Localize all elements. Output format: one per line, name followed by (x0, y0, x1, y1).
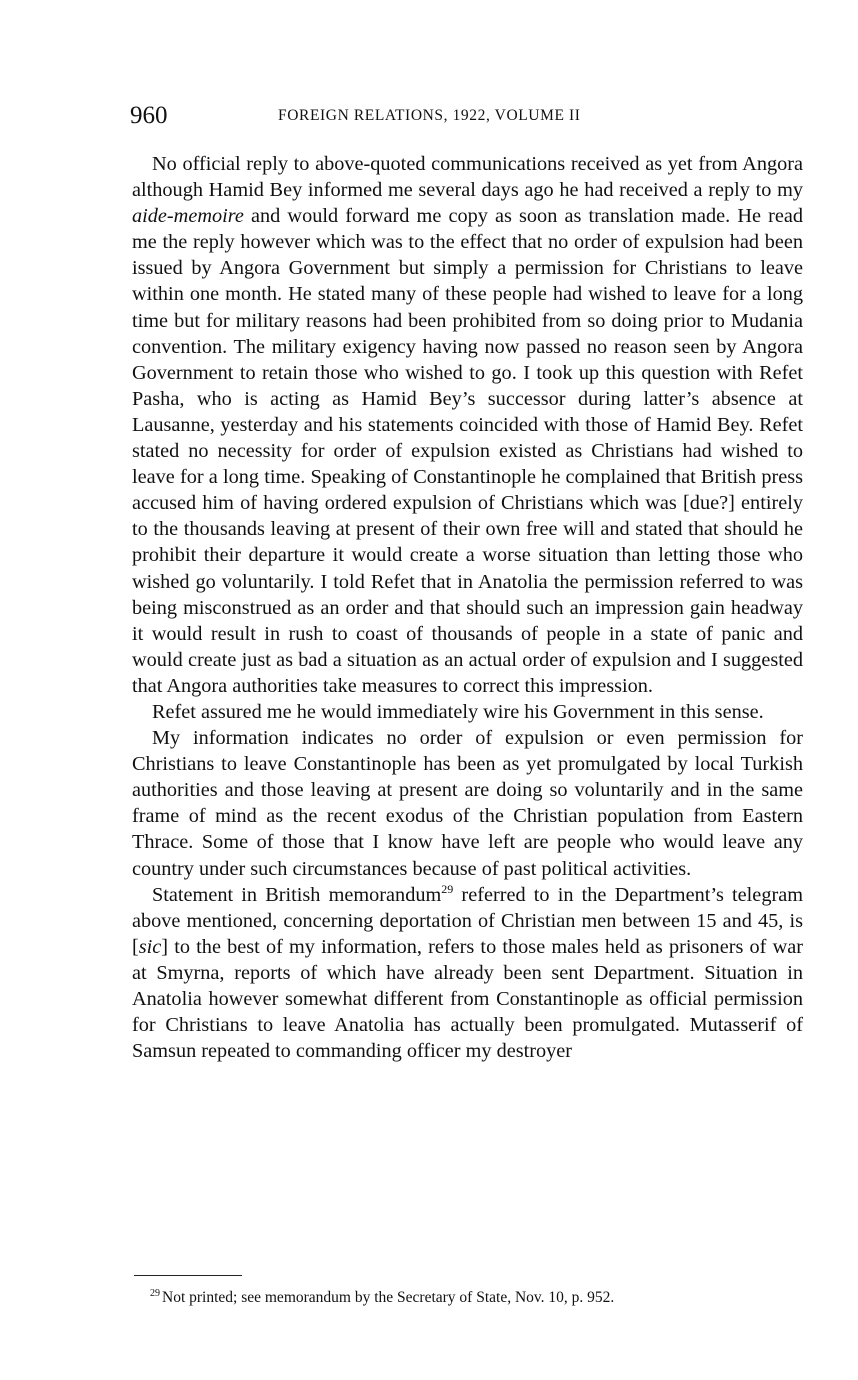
paragraph-text: referred to in the Department’s telegram above mentioned, concerning deportation of Christian men between 15 and 45, is [ (132, 883, 803, 958)
paragraph: Refet assured me he would immediately wire his Government in this sense. (152, 700, 764, 723)
paragraph-text: Statement in British memorandum (152, 883, 442, 906)
footnote (150, 1289, 800, 1307)
paragraph-text: No official reply to above-quoted communications received as yet from Angora although Hamid Bey informed me several days ago he had received a reply to my (132, 153, 803, 202)
paragraph (132, 882, 803, 1065)
paragraph-text: ] to the best of my information, refers to those males held as prisoners of war at Smyrna, reports of which have already been sent Department. Situation in Anatolia however somewhat different from Constantinople as official permission for Christians to leave Anatolia has actually been promulgated. Mutasserif of Samsun repeated to commanding officer my destroyer (132, 935, 803, 1063)
paragraph-text: and would forward me copy as soon as translation made. He read me the reply however which was to the effect that no order of expulsion had been issued by Angora Government but simply a permission for Christians to leave within one month. He stated many of these people had wished to leave for a long time but for military reasons had been prohibited from so doing prior to Mudania convention. The military exigency having now passed no reason seen by Angora Government to retain those who wished to go. I took up this question with Refet Pasha, who is acting as Hamid Bey’s successor during latter’s absence at Lausanne, yesterday and his statements coincided with those of Hamid Bey. Refet stated no necessity for order of expulsion existed as Christians had wished to leave for a long time. Speaking of Constantinople he complained that British press accused him of having ordered expulsion of Christians which was [due?] entirely to the thousands leaving at present of their own free will and stated that should he prohibit their departure it would create a worse situation than letting those who wished go voluntarily. I told Refet that in Anatolia the permission referred to was being misconstrued as an order and that should such an impression gain headway it would result in rush to coast of thousands of people in a state of panic and would create just as bad a situation as an actual order of expulsion and I suggested that Angora authorities take measures to correct this impression. (132, 205, 803, 697)
footnote-reference: 29 (441, 881, 454, 896)
italic-term: sic (138, 935, 162, 958)
page-number: 960 (130, 102, 168, 129)
running-title: FOREIGN RELATIONS, 1922, VOLUME II (278, 107, 581, 124)
paragraph (132, 151, 803, 699)
footnote-mark: 29 (150, 1287, 160, 1299)
footnote-divider (134, 1275, 242, 1276)
paragraph: My information indicates no order of expulsion or even permission for Christians to leave Constantinople has been as yet promulgated by local Turkish authorities and those leaving at present are doing so voluntarily and in the same frame of mind as the recent exodus of the Christian population from Eastern Thrace. Some of those that I know have left are people who would leave any country under such circumstances because of past political activities. (132, 727, 803, 880)
italic-term: aide-memoire (132, 205, 244, 228)
body-text (132, 151, 803, 1064)
footnote-text: Not printed; see memorandum by the Secretary of State, Nov. 10, p. 952. (162, 1289, 615, 1306)
page-header (130, 102, 804, 132)
